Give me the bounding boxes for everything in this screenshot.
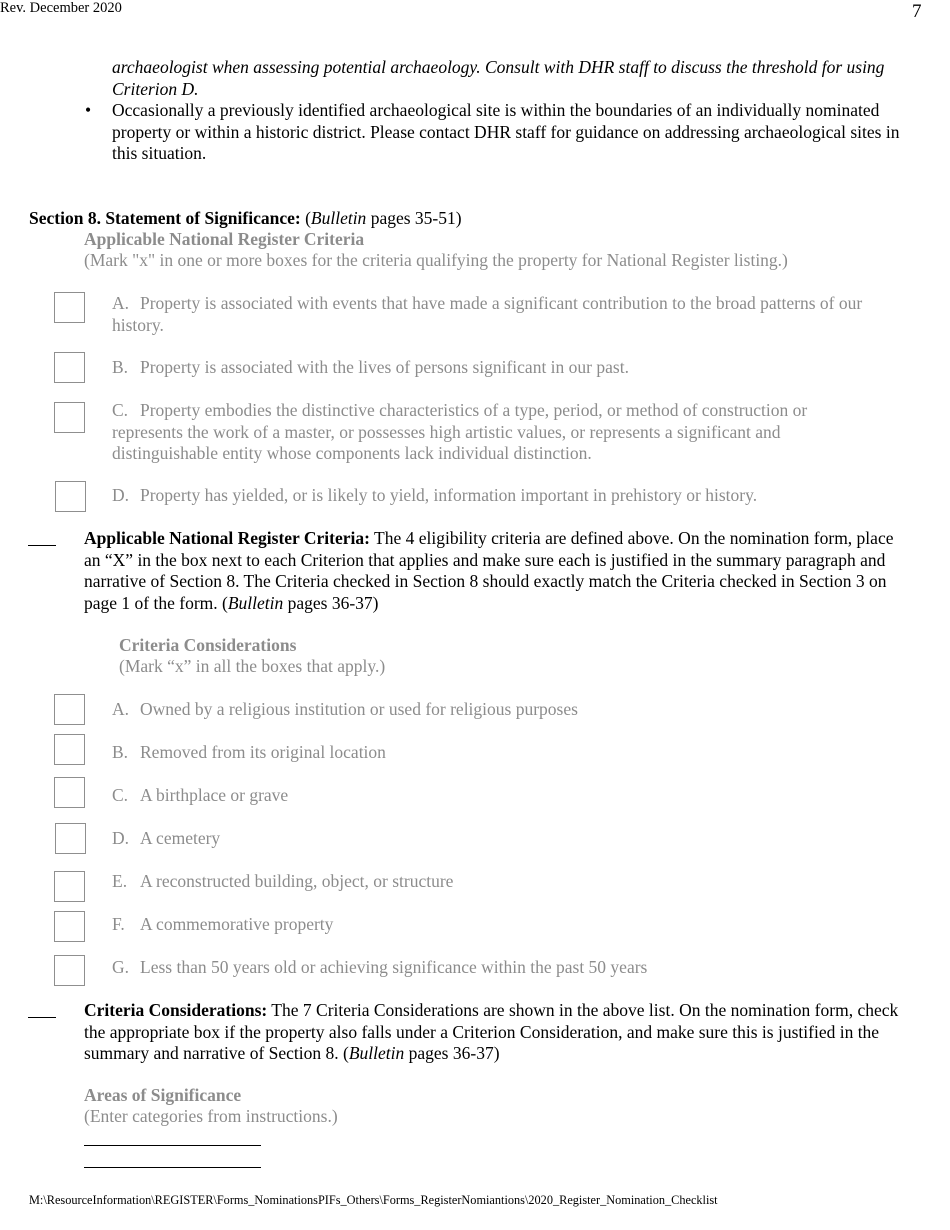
consideration-b-checkbox[interactable] bbox=[54, 734, 85, 765]
consideration-letter: D. bbox=[112, 828, 130, 848]
areas-entry-line[interactable] bbox=[84, 1167, 261, 1168]
criterion-d-checkbox[interactable] bbox=[55, 481, 86, 512]
considerations-note-title: Criteria Considerations: bbox=[84, 1000, 268, 1020]
consideration-letter: F. bbox=[112, 914, 125, 934]
consideration-e-checkbox[interactable] bbox=[54, 871, 85, 902]
bulletin-ref: Bulletin bbox=[348, 1043, 405, 1063]
section-8-title: Section 8. Statement of Significance: bbox=[29, 208, 301, 228]
criterion-text: Property is associated with events that have made a significant contribution to the broad patterns of our history. bbox=[112, 293, 863, 335]
consideration-g bbox=[112, 957, 647, 979]
consideration-letter: E. bbox=[112, 871, 128, 891]
criterion-d bbox=[112, 485, 917, 507]
areas-instruction: (Enter categories from instructions.) bbox=[84, 1106, 338, 1126]
criteria-instruction: (Mark "x" in one or more boxes for the criteria qualifying the property for National Register listing.) bbox=[84, 250, 788, 270]
areas-entry-line[interactable] bbox=[84, 1145, 261, 1146]
consideration-text: A cemetery bbox=[140, 828, 221, 848]
criteria-note-text: The 4 eligibility criteria are defined above. On the nomination form, place an “X” in the box next to each Criterion that applies and make sure each is justified in the summary paragraph and narrative of Section 8. The Criteria checked in Section 8 should exactly match the Criteria checked in Section 3 on page 1 of the form. ( bbox=[84, 528, 894, 613]
consideration-letter: B. bbox=[112, 742, 129, 762]
consideration-text: Owned by a religious institution or used for religious purposes bbox=[140, 699, 578, 719]
criterion-letter: C. bbox=[112, 400, 129, 420]
considerations-instruction: (Mark “x” in all the boxes that apply.) bbox=[119, 656, 386, 676]
consideration-a bbox=[112, 699, 578, 721]
criterion-text: Property is associated with the lives of persons significant in our past. bbox=[140, 357, 629, 377]
continued-paragraph: archaeologist when assessing potential archaeology. Consult with DHR staff to discuss the threshold for using Criterion D. bbox=[112, 57, 885, 99]
consideration-letter: A. bbox=[112, 699, 130, 719]
consideration-c-checkbox[interactable] bbox=[54, 777, 85, 808]
bulletin-ref: Bulletin bbox=[227, 592, 284, 613]
bulletin-ref: Bulletin bbox=[310, 208, 367, 228]
consideration-d-checkbox[interactable] bbox=[55, 823, 86, 854]
consideration-f-checkbox[interactable] bbox=[54, 911, 85, 942]
criterion-text: Property has yielded, or is likely to yield, information important in prehistory or history. bbox=[140, 485, 758, 505]
consideration-text: Less than 50 years old or achieving significance within the past 50 years bbox=[140, 957, 648, 977]
consideration-text: A reconstructed building, object, or structure bbox=[140, 871, 454, 891]
revision-date: Rev. December 2020 bbox=[0, 0, 122, 16]
consideration-text: A commemorative property bbox=[140, 914, 334, 934]
checklist-blank[interactable] bbox=[28, 545, 56, 546]
bullet-dot: • bbox=[85, 100, 92, 120]
criterion-letter: D. bbox=[112, 485, 130, 505]
bullet-paragraph: Occasionally a previously identified archaeological site is within the boundaries of an individually nominated property or within a historic district. Please contact DHR staff for guidance on addressing archaeological sites in this situation. bbox=[112, 100, 900, 163]
consideration-text: Removed from its original location bbox=[140, 742, 386, 762]
criteria-note-title: Applicable National Register Criteria: bbox=[84, 528, 370, 548]
section-8-heading bbox=[29, 208, 462, 230]
consideration-e bbox=[112, 871, 453, 893]
consideration-b bbox=[112, 742, 386, 764]
consideration-letter: G. bbox=[112, 957, 130, 977]
heading-paren: ( bbox=[300, 208, 311, 228]
consideration-letter: C. bbox=[112, 785, 129, 805]
criterion-text: Property embodies the distinctive characteristics of a type, period, or method of construction or represents the work of a master, or possesses high artistic values, or represents a significant and distinguishable entity whose components lack individual distinction. bbox=[112, 400, 808, 463]
criteria-note bbox=[84, 528, 909, 614]
criterion-letter: A. bbox=[112, 293, 130, 313]
criterion-letter: B. bbox=[112, 357, 129, 377]
criteria-title: Applicable National Register Criteria bbox=[84, 229, 365, 249]
criterion-a-checkbox[interactable] bbox=[54, 292, 85, 323]
criteria-note-pages: pages 36-37) bbox=[283, 592, 379, 613]
criterion-b bbox=[112, 357, 917, 379]
areas-title: Areas of Significance bbox=[84, 1085, 242, 1105]
considerations-note-pages: pages 36-37) bbox=[404, 1043, 500, 1063]
consideration-c bbox=[112, 785, 288, 807]
criterion-c bbox=[112, 400, 872, 465]
considerations-note bbox=[84, 1000, 909, 1065]
file-path-footer: M:\ResourceInformation\REGISTER\Forms_NominationsPIFs_Others\Forms_RegisterNomiantions\2020_Register_Nomination_Checklist bbox=[29, 1193, 718, 1207]
criterion-c-checkbox[interactable] bbox=[54, 402, 85, 433]
consideration-a-checkbox[interactable] bbox=[54, 694, 85, 725]
considerations-title: Criteria Considerations bbox=[119, 635, 297, 655]
consideration-text: A birthplace or grave bbox=[140, 785, 289, 805]
consideration-d bbox=[112, 828, 220, 850]
page-number: 7 bbox=[912, 1, 922, 22]
criterion-a bbox=[112, 293, 917, 336]
consideration-f bbox=[112, 914, 333, 936]
consideration-g-checkbox[interactable] bbox=[54, 955, 85, 986]
heading-pages: pages 35-51) bbox=[366, 208, 462, 228]
considerations-note-text: The 7 Criteria Considerations are shown in the above list. On the nomination form, check the appropriate box if the property also falls under a Criterion Consideration, and make sure this is justified in the summary and narrative of Section 8. ( bbox=[84, 1000, 899, 1063]
criterion-b-checkbox[interactable] bbox=[54, 352, 85, 383]
checklist-blank[interactable] bbox=[28, 1017, 56, 1018]
